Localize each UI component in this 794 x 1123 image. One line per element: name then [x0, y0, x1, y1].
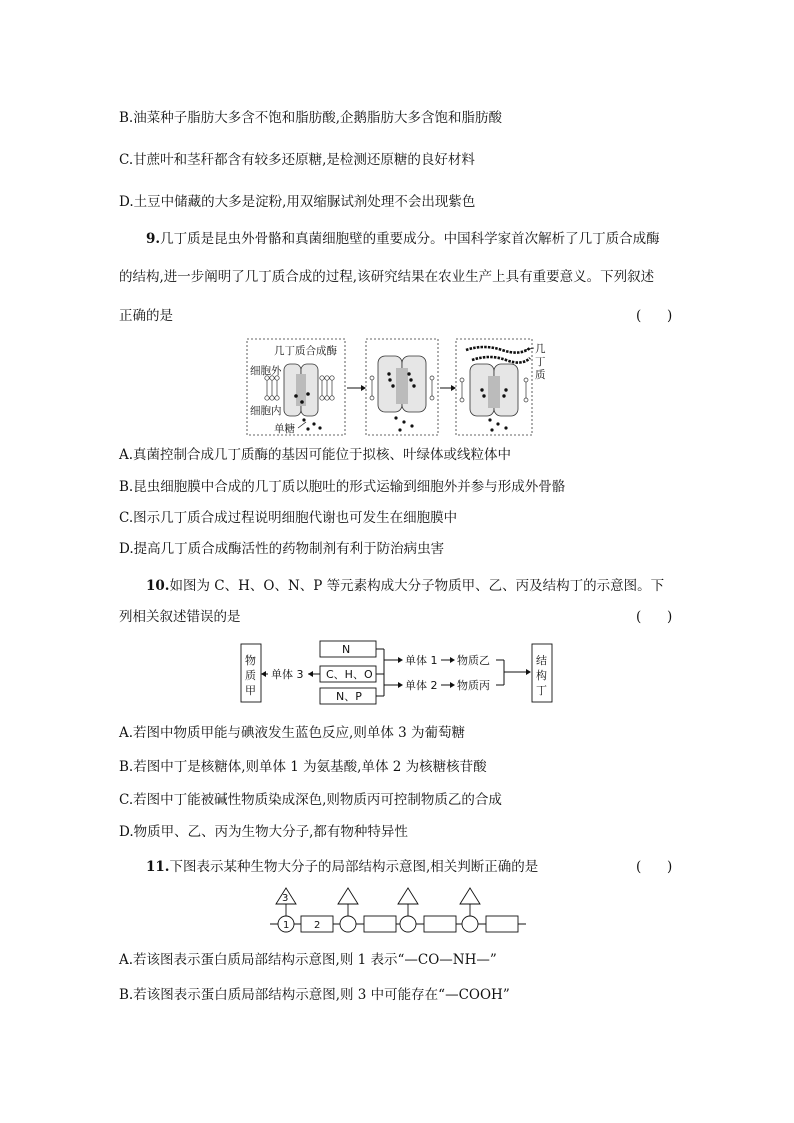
q9-label-inside: 细胞内 [250, 405, 282, 417]
q9-stem-line2: 的结构,进一步阐明了几丁质合成的过程,该研究结果在农业生产上具有重要意义。下列叙述 [119, 269, 655, 285]
q10-ding-char-1: 结 [536, 654, 547, 667]
q10-box-np-text: N、P [336, 690, 362, 703]
q10-option-a: A.若图中物质甲能与碘液发生蓝色反应,则单体 3 为葡萄糖 [119, 725, 466, 741]
q9-chitin-chains [466, 347, 530, 363]
q11-label-2: 2 [314, 920, 321, 931]
q9-label-chitin-3: 质 [535, 369, 546, 381]
q9-label-sugar: 单糖 [274, 423, 295, 435]
q9-label-chitin [535, 343, 546, 381]
q10-option-c: C.若图中丁能被碱性物质染成深色,则物质丙可控制物质乙的合成 [119, 792, 502, 808]
q11-stem [146, 857, 538, 877]
q10-jia-char-2: 质 [245, 669, 256, 682]
q11-label-3: 3 [282, 893, 289, 904]
q9-enzyme-3 [470, 364, 518, 416]
q10-mono3: 单体 3 [271, 668, 304, 681]
q10-jia-char-1: 物 [245, 654, 256, 667]
q11-figure [268, 882, 530, 938]
q9-label-chitin-2: 丁 [535, 356, 546, 368]
q10-box-n-text: N [342, 643, 351, 656]
q10-number: 10. [146, 578, 170, 594]
q9-number: 9. [146, 231, 161, 247]
q9-option-a: A.真菌控制合成几丁质酶的基因可能位于拟核、叶绿体或线粒体中 [119, 447, 512, 463]
q11-number: 11. [146, 859, 170, 875]
q9-label-chitin-1: 几 [535, 343, 546, 355]
q9-label-enzyme: 几丁质合成酶 [274, 345, 337, 357]
q11-option-b: B.若该图表示蛋白质局部结构示意图,则 3 中可能存在“—COOH” [119, 987, 510, 1003]
q10-stem-text: 如图为 C、H、O、N、P 等元素构成大分子物质甲、乙、丙及结构丁的示意图。下 [169, 578, 665, 594]
q11-answer-paren: ( ) [636, 859, 673, 875]
q9-label-outside: 细胞外 [250, 365, 282, 377]
q9-enzyme-1 [284, 364, 318, 416]
q11-option-a: A.若该图表示蛋白质局部结构示意图,则 1 表示“—CO—NH—” [119, 952, 497, 968]
q11-stem-text: 下图表示某种生物大分子的局部结构示意图,相关判断正确的是 [169, 859, 539, 875]
q10-ding-char-2: 构 [536, 669, 547, 682]
q11-label-1: 1 [283, 920, 290, 931]
q9-option-b: B.昆虫细胞膜中合成的几丁质以胞吐的形式运输到细胞外并参与形成外骨骼 [119, 479, 566, 495]
q9-option-d: D.提高几丁质合成酶活性的药物制剂有利于防治病虫害 [119, 541, 445, 557]
q10-sub-bing: 物质丙 [457, 679, 490, 692]
q9-enzyme-2 [378, 356, 426, 412]
q10-sub-yi: 物质乙 [457, 654, 490, 667]
q9-answer-paren: ( ) [636, 308, 673, 324]
q10-figure [238, 638, 558, 706]
q8-option-b: B.油菜种子脂肪大多含不饱和脂肪酸,企鹅脂肪大多含饱和脂肪酸 [119, 110, 503, 126]
q10-box-cho-text: C、H、O [326, 668, 373, 681]
q10-stem-line1 [146, 576, 664, 596]
q9-figure [244, 336, 554, 438]
q9-stem-line3: 正确的是 [119, 308, 173, 324]
q10-mono2: 单体 2 [405, 679, 438, 692]
q8-option-d: D.土豆中储藏的大多是淀粉,用双缩脲试剂处理不会出现紫色 [119, 194, 476, 210]
q9-arrow-1 [347, 385, 366, 391]
q9-option-c: C.图示几丁质合成过程说明细胞代谢也可发生在细胞膜中 [119, 510, 458, 526]
q10-option-b: B.若图中丁是核糖体,则单体 1 为氨基酸,单体 2 为核糖核苷酸 [119, 759, 487, 775]
q9-arrow-2 [440, 385, 456, 391]
q10-answer-paren: ( ) [636, 609, 673, 625]
q10-option-d: D.物质甲、乙、丙为生物大分子,都有物种特异性 [119, 824, 408, 840]
q10-stem-line2: 列相关叙述错误的是 [119, 609, 241, 625]
q10-jia-char-3: 甲 [245, 684, 256, 697]
q10-mono1: 单体 1 [405, 654, 438, 667]
q10-ding-char-3: 丁 [536, 684, 547, 697]
q9-stem-text: 几丁质是昆虫外骨骼和真菌细胞壁的重要成分。中国科学家首次解析了几丁质合成酶 [160, 231, 660, 247]
q8-option-c: C.甘蔗叶和茎秆都含有较多还原糖,是检测还原糖的良好材料 [119, 152, 475, 168]
q9-stem-line1 [146, 229, 660, 249]
